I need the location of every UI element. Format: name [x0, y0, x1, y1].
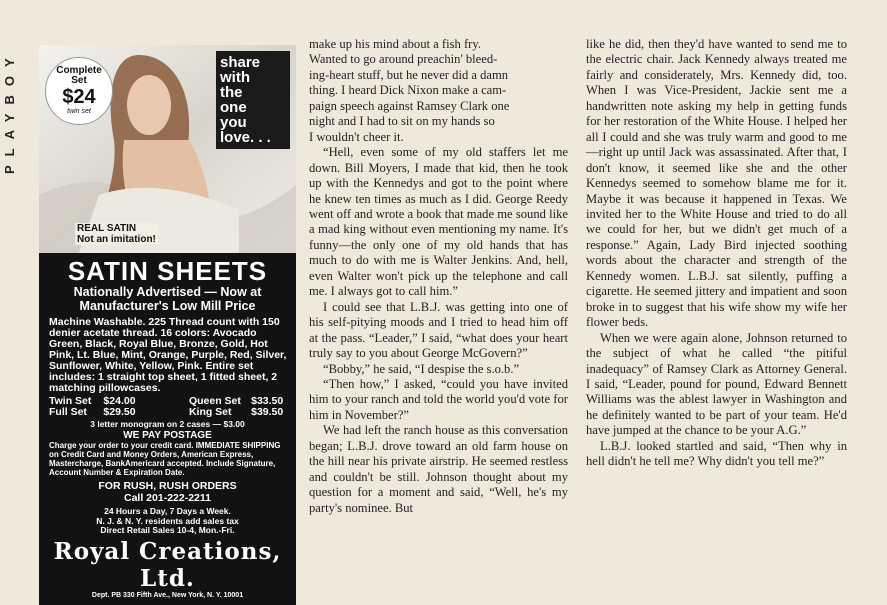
text-line: ing-heart stuff, but he never did a damn	[309, 67, 509, 82]
text-line: I wouldn't cheer it.	[309, 129, 404, 144]
text-line: night and I had to sit on my hands so	[309, 114, 495, 129]
rush-orders: FOR RUSH, RUSH ORDERS	[98, 480, 237, 492]
price-badge	[45, 57, 113, 125]
price-row	[49, 407, 290, 418]
share-line: love. . .	[220, 129, 271, 146]
phone-number: Call 201-222-2211	[124, 492, 211, 504]
share-line: you	[220, 114, 247, 131]
share-slogan	[216, 51, 290, 149]
text-line: paign speech against Ramsey Clark one	[309, 98, 510, 113]
badge-price: $24	[62, 86, 96, 108]
price-label: Full Set	[49, 406, 87, 418]
text-line: Wanted to go around preachin' bleed-	[309, 52, 498, 67]
share-line: the	[220, 84, 243, 101]
monogram-offer: 3 letter monogram on 2 cases — $3.00	[90, 419, 245, 429]
paragraph: When we were again alone, Johnson returned to the subject of what he called “the pitiful inadequacy” of Ramsey Clark as Attorney General. I said, “Leader, pound for pound, Edward Bennett Williams was the ablest lawyer in Washington and he definitely wanted to be part of your team. He'd have jumped at the chance to be your A.G.”	[586, 330, 847, 438]
satin-sheets-advertisement	[39, 45, 296, 605]
real-satin-caption	[75, 223, 158, 245]
ad-copy	[39, 255, 296, 599]
text-line: thing. I heard Dick Nixon make a cam-	[309, 83, 507, 98]
paragraph: L.B.J. looked startled and said, “Then why in hell didn't he tell me? Why didn't you tell me?”	[586, 438, 847, 469]
tax-line: N. J. & N. Y. residents add sales tax	[96, 515, 239, 526]
real-line: Not an imitation!	[77, 234, 156, 245]
ad-subheadline-1: Nationally Advertised — Now at	[73, 285, 262, 299]
text-line: make up his mind about a fish fry.	[309, 37, 481, 51]
price-label: King Set	[188, 406, 232, 418]
article-column-2	[586, 37, 847, 470]
paragraph: I could see that L.B.J. was getting into one of his self-pitying moods and I tried to head him off at the pass. “Leader,” I said, “what does your heart truly say to you about George McGovern?”	[309, 299, 568, 361]
price-value: $24.00	[103, 395, 136, 407]
real-line: REAL SATIN	[77, 223, 137, 234]
price-value: $29.50	[103, 406, 136, 418]
paragraph: like he did, then they'd have wanted to send me to the electric chair. Jack Kennedy always treated me fairly and considerately, Mrs. Kennedy did, too. When I was Vice-President, Jackie sent me a handwritten note asking my help in getting funds for her restoration of the White House. I helped her all I could and she was truly warm and good to me—right up until Jack was assassinated. After that, I don't know, it seemed like she and the other Kennedys seemed to somehow blame me for it. Maybe it was because it happened in Texas. We invited her to the White House and tried to do all we could for her, but we didn't get much of a response.” Again, Lady Bird injected soothing words about the character and strength of the Kennedy women. L.B.J. sat silently, puffing a cigarette. He seemed jittery and impatient and soon broke in to suggest that his wife show my wife her flower beds.	[586, 37, 847, 330]
paragraph: “Bobby,” he said, “I despise the s.o.b.”	[323, 361, 520, 376]
paragraph: “Then how,” I asked, “could you have invited him to your ranch and told the world you'd vote for him in November?”	[309, 376, 568, 422]
price-label: Twin Set	[49, 395, 92, 407]
brand-logo: Royal Creations, Ltd.	[53, 537, 282, 592]
badge-line2: Set	[71, 75, 87, 86]
postage-note: WE PAY POSTAGE	[123, 430, 212, 441]
share-line: with	[220, 69, 250, 86]
ad-photo	[39, 45, 296, 253]
magazine-side-title	[2, 46, 16, 176]
price-label: Queen Set	[188, 395, 241, 407]
price-value: $33.50	[251, 395, 284, 407]
badge-note: twin set	[67, 108, 91, 115]
share-line: share	[220, 54, 261, 71]
price-value: $39.50	[251, 406, 284, 418]
badge-line1: Complete	[56, 65, 102, 76]
ad-headline: SATIN SHEETS	[67, 256, 268, 286]
side-title-text: PLAYBOY	[2, 49, 17, 174]
ad-specifications: Machine Washable. 225 Thread count with 150 denier acetate thread. 16 colors: Avocado Green, Black, Royal Blue, Bronze, Gold, Hot Pink, Lt. Blue, Mint, Orange, Purple, Red, Silver, Sunflower, White, Yellow, Pink. Entire set includes: 1 straight top sheet, 1 fitted sheet, 2 matching pillowcases.	[49, 316, 287, 394]
hours-line: 24 Hours a Day, 7 Days a Week.	[104, 506, 231, 516]
price-table	[39, 396, 296, 418]
company-address: Dept. PB 330 Fifth Ave., New York, N. Y. 10001	[91, 591, 244, 599]
hours-info	[39, 507, 296, 536]
article-column-1	[309, 37, 568, 516]
charge-info: Charge your order to your credit card. IMMEDIATE SHIPPING on Credit Card and Money Orders, American Express, Mastercharge, BankAmericard accepted. Include Signature, Account Number & Expiration Date.	[49, 441, 281, 477]
paragraph: We had left the ranch house as this conversation began; L.B.J. drove toward an old farm house on the hill near his private airstrip. He seemed restless and couldn't be still. Johnson thought about my question for a moment and said, “Well, he's my party's nominee. But	[309, 423, 568, 515]
ad-subheadline-2: Manufacturer's Low Mill Price	[79, 299, 256, 313]
retail-line: Direct Retail Sales 10-4, Mon.-Fri.	[100, 525, 235, 535]
share-line: one	[220, 99, 247, 116]
paragraph: “Hell, even some of my old staffers let me down. Bill Moyers, I made that kid, then he took up with the Kennedys and got to the point where he knew ten times as much as I did. George Reedy went off and wrote a book that made me sound like a mad king without even mentioning my name. It's funny—the only one of my old hands that has much to do with me is Walter Jenkins. And, hell, even Walter won't pick up the telephone and call me. I always got to call him.”	[309, 145, 568, 299]
